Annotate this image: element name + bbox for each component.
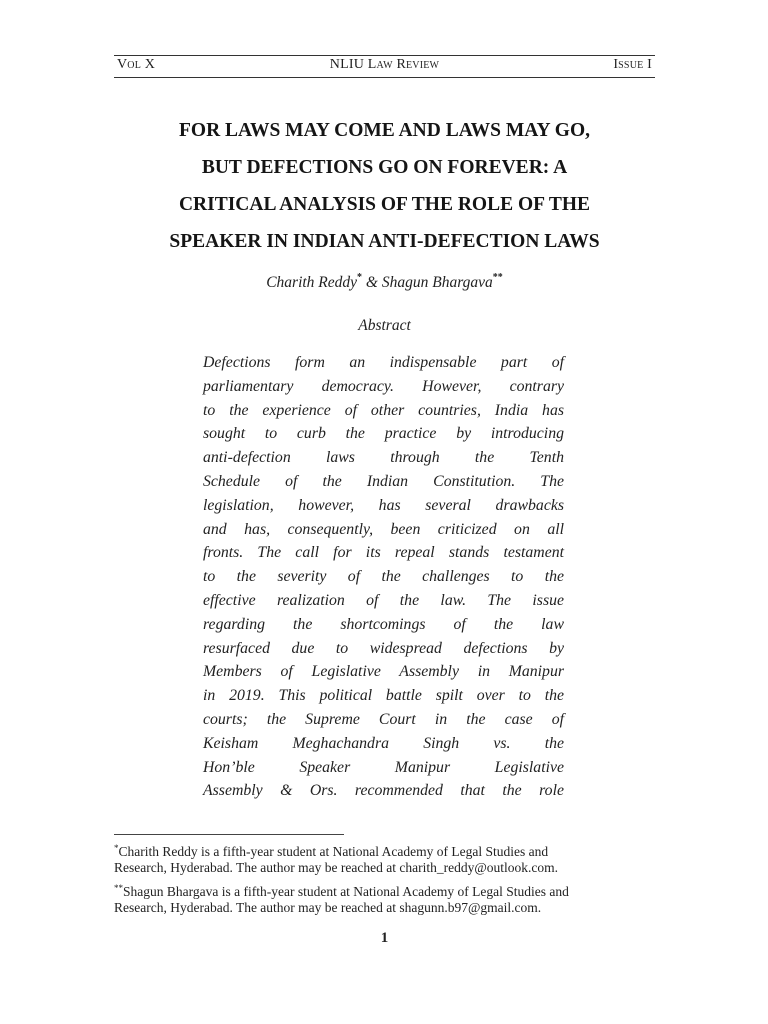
title-line: SPEAKER IN INDIAN ANTI-DEFECTION LAWS [169,231,600,252]
footnote-mark: ** [492,272,503,283]
abstract-line: Hon’ble Speaker Manipur Legislative [203,758,564,776]
abstract-line: resurfaced due to widespread defections by [203,639,564,657]
abstract-line: sought to curb the practice by introducing [203,425,564,443]
abstract-line: Members of Legislative Assembly in Manipur [203,663,564,681]
header-rule-bottom [114,77,655,78]
footnotes [114,838,655,918]
abstract-line: Defections form an indispensable part of [203,354,564,371]
abstract-line: effective realization of the law. The issue [203,591,564,609]
abstract-line: Assembly & Ors. recommended that the role [203,782,564,800]
footnote-mark: * [114,843,119,853]
author-separator: & [362,274,382,291]
author-name: Shagun Bhargava [381,274,493,291]
footnote-line [114,878,655,898]
abstract-line: regarding the shortcomings of the law [203,615,564,633]
header-volume: Vol X [117,57,156,72]
author-name: Charith Reddy [266,274,358,291]
abstract-line: courts; the Supreme Court in the case of [203,710,564,728]
title-line: BUT DEFECTIONS GO ON FOREVER: A [201,157,568,178]
abstract-line: to the experience of other countries, India has [203,401,564,419]
footnote-text: Charith Reddy is a fifth-year student at National Academy of Legal Studies and [118,844,549,859]
footnote-line [114,838,655,858]
abstract-heading: Abstract [358,317,411,334]
abstract-line: to the severity of the challenges to the [203,568,564,586]
footnote-line: Research, Hyderabad. The author may be reached at charith_reddy@outlook.com. [114,860,559,875]
footnote-separator [114,834,344,835]
article-title [114,112,655,260]
footnote-line: Research, Hyderabad. The author may be reached at shagunn.b97@gmail.com. [114,900,542,915]
header-journal-name: NLIU Law Review [329,57,440,72]
abstract-line: parliamentary democracy. However, contrary [203,377,564,395]
running-header [114,55,655,75]
page-number: 1 [380,930,389,946]
title-line: CRITICAL ANALYSIS OF THE ROLE OF THE [178,194,591,215]
author-line [114,272,655,292]
footnote-text: Shagun Bhargava is a fifth-year student at National Academy of Legal Studies and [123,884,569,899]
abstract-line: Schedule of the Indian Constitution. The [203,472,564,490]
abstract-line: in 2019. This political battle spilt over to the [203,687,564,705]
footnote-mark: * [357,272,363,283]
abstract-line: fronts. The call for its repeal stands testament [203,544,564,562]
abstract-line: legislation, however, has several drawbacks [203,496,564,514]
abstract-line: Keisham Meghachandra Singh vs. the [203,734,564,752]
abstract-line: and has, consequently, been criticized on all [203,520,564,538]
header-issue: Issue I [613,57,652,72]
title-line: FOR LAWS MAY COME AND LAWS MAY GO, [179,120,590,141]
footnote-mark: ** [114,883,123,893]
abstract-body [203,351,564,803]
abstract-line: anti-defection laws through the Tenth [203,449,564,467]
